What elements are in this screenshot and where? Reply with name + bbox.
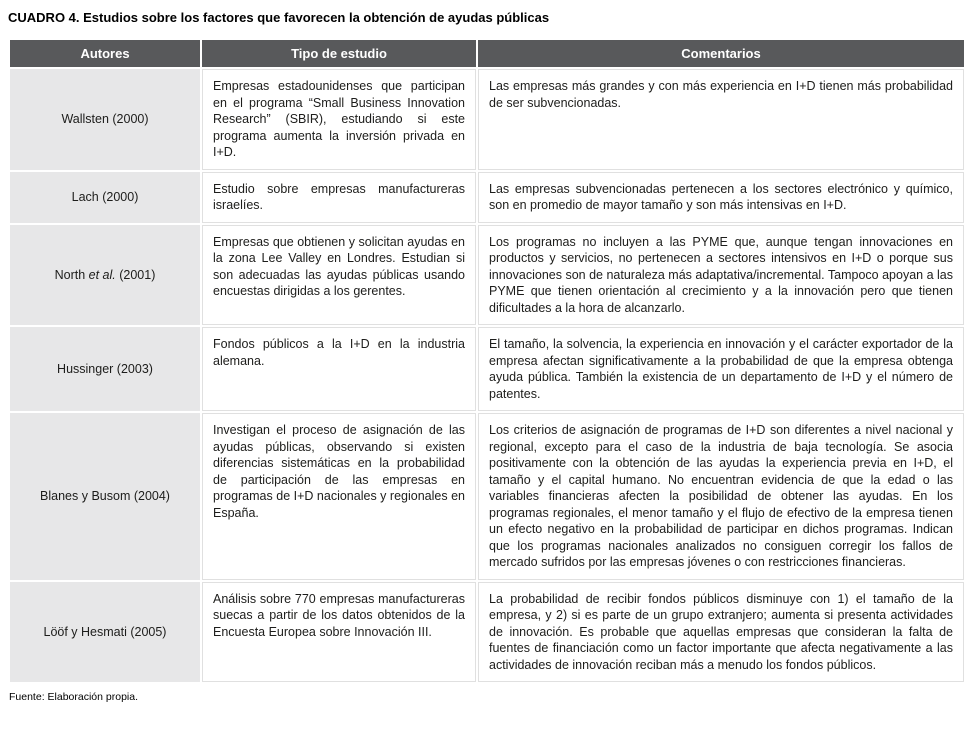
column-header-autores: Autores — [10, 40, 200, 67]
column-header-tipo-de-estudio: Tipo de estudio — [202, 40, 476, 67]
author-name: North — [54, 267, 89, 282]
author-cell: Wallsten (2000) — [10, 69, 200, 170]
study-type-cell: Análisis sobre 770 empresas manufactureras suecas a partir de los datos obtenidos de la Encuesta Europea sobre Innovación III. — [202, 582, 476, 683]
study-type-cell: Fondos públicos a la I+D en la industria alemana. — [202, 327, 476, 411]
table-row-wallsten — [10, 69, 964, 170]
comments-cell: Las empresas más grandes y con más experiencia en I+D tienen más probabilidad de ser subvencionadas. — [478, 69, 964, 170]
header-row — [10, 40, 964, 67]
study-type-cell: Empresas estadounidenses que participan en el programa “Small Business Innovation Research” (SBIR), estudiando si este programa aumenta la inversión privada en I+D. — [202, 69, 476, 170]
table-row-blanes-busom — [10, 413, 964, 580]
author-cell: Lach (2000) — [10, 172, 200, 223]
table-title: CUADRO 4. Estudios sobre los factores que favorecen la obtención de ayudas públicas — [8, 10, 550, 25]
table-row-loof-hesmati — [10, 582, 964, 683]
table-row-hussinger — [10, 327, 964, 411]
author-cell: Blanes y Busom (2004) — [10, 413, 200, 580]
table-row-lach — [10, 172, 964, 223]
study-type-cell: Estudio sobre empresas manufactureras israelíes. — [202, 172, 476, 223]
author-cell — [10, 225, 200, 326]
author-cell: Hussinger (2003) — [10, 327, 200, 411]
comments-cell: Los criterios de asignación de programas de I+D son diferentes a nivel nacional y regional, excepto para el caso de la industria de baja tecnología. Se asocia positivamente con la obtención de las ayudas la experiencia previa en I+D, el tamaño y el capital humano. No encuentran evidencia de que la edad o las variables financieras afecten la posibilidad de obtener las ayudas. En los programas regionales, el menor tamaño y el flujo de efectivo de la empresa tienen un efecto negativo en la probabilidad de participar en dichos programas. Indican que los programas nacionales analizados no consiguen corregir los fallos de mercado sufridos por las empresas jóvenes o con restricciones financieras. — [478, 413, 964, 580]
table-row-north — [10, 225, 964, 326]
study-type-cell: Investigan el proceso de asignación de las ayudas públicas, observando si existen diferencias sistemáticas en la probabilidad de participación de las empresas en programas de I+D nacionales y regionales en España. — [202, 413, 476, 580]
source-note: Fuente: Elaboración propia. — [9, 691, 138, 703]
study-type-cell: Empresas que obtienen y solicitan ayudas en la zona Lee Valley en Londres. Estudian si son adecuadas las ayudas públicas usando encuestas dirigidas a los gerentes. — [202, 225, 476, 326]
comments-cell: El tamaño, la solvencia, la experiencia en innovación y el carácter exportador de la empresa afectan significativamente a la probabilidad de que la empresa obtenga ayuda pública. También la existencia de un departamento de I+D y el número de patentes. — [478, 327, 964, 411]
comments-cell: Las empresas subvencionadas pertenecen a los sectores electrónico y químico, son en promedio de mayor tamaño y son más intensivas en I+D. — [478, 172, 964, 223]
comments-cell: La probabilidad de recibir fondos públicos disminuye con 1) el tamaño de la empresa, y 2) si es parte de un grupo extranjero; aumenta si presenta actividades de innovación. Es probable que aquellas empresas que consideran la falta de fuentes de financiación como un factor importante que afecta negativamente a las actividades de innovación reciban más a menudo los fondos públicos. — [478, 582, 964, 683]
comments-cell: Los programas no incluyen a las PYME que, aunque tengan innovaciones en productos y servicios, no pertenecen a sectores intensivos en I+D o porque sus innovaciones son de naturaleza más adaptativa/incremental. Tampoco apoyan a las PYME que tienen orientación al crecimiento y a la innovación pero que tienen dificultades a la hora de alcanzarlo. — [478, 225, 964, 326]
studies-table — [8, 38, 966, 684]
author-etal: et al. — [88, 267, 116, 282]
column-header-comentarios: Comentarios — [478, 40, 964, 67]
author-cell: Lööf y Hesmati (2005) — [10, 582, 200, 683]
author-year: (2001) — [115, 267, 156, 282]
